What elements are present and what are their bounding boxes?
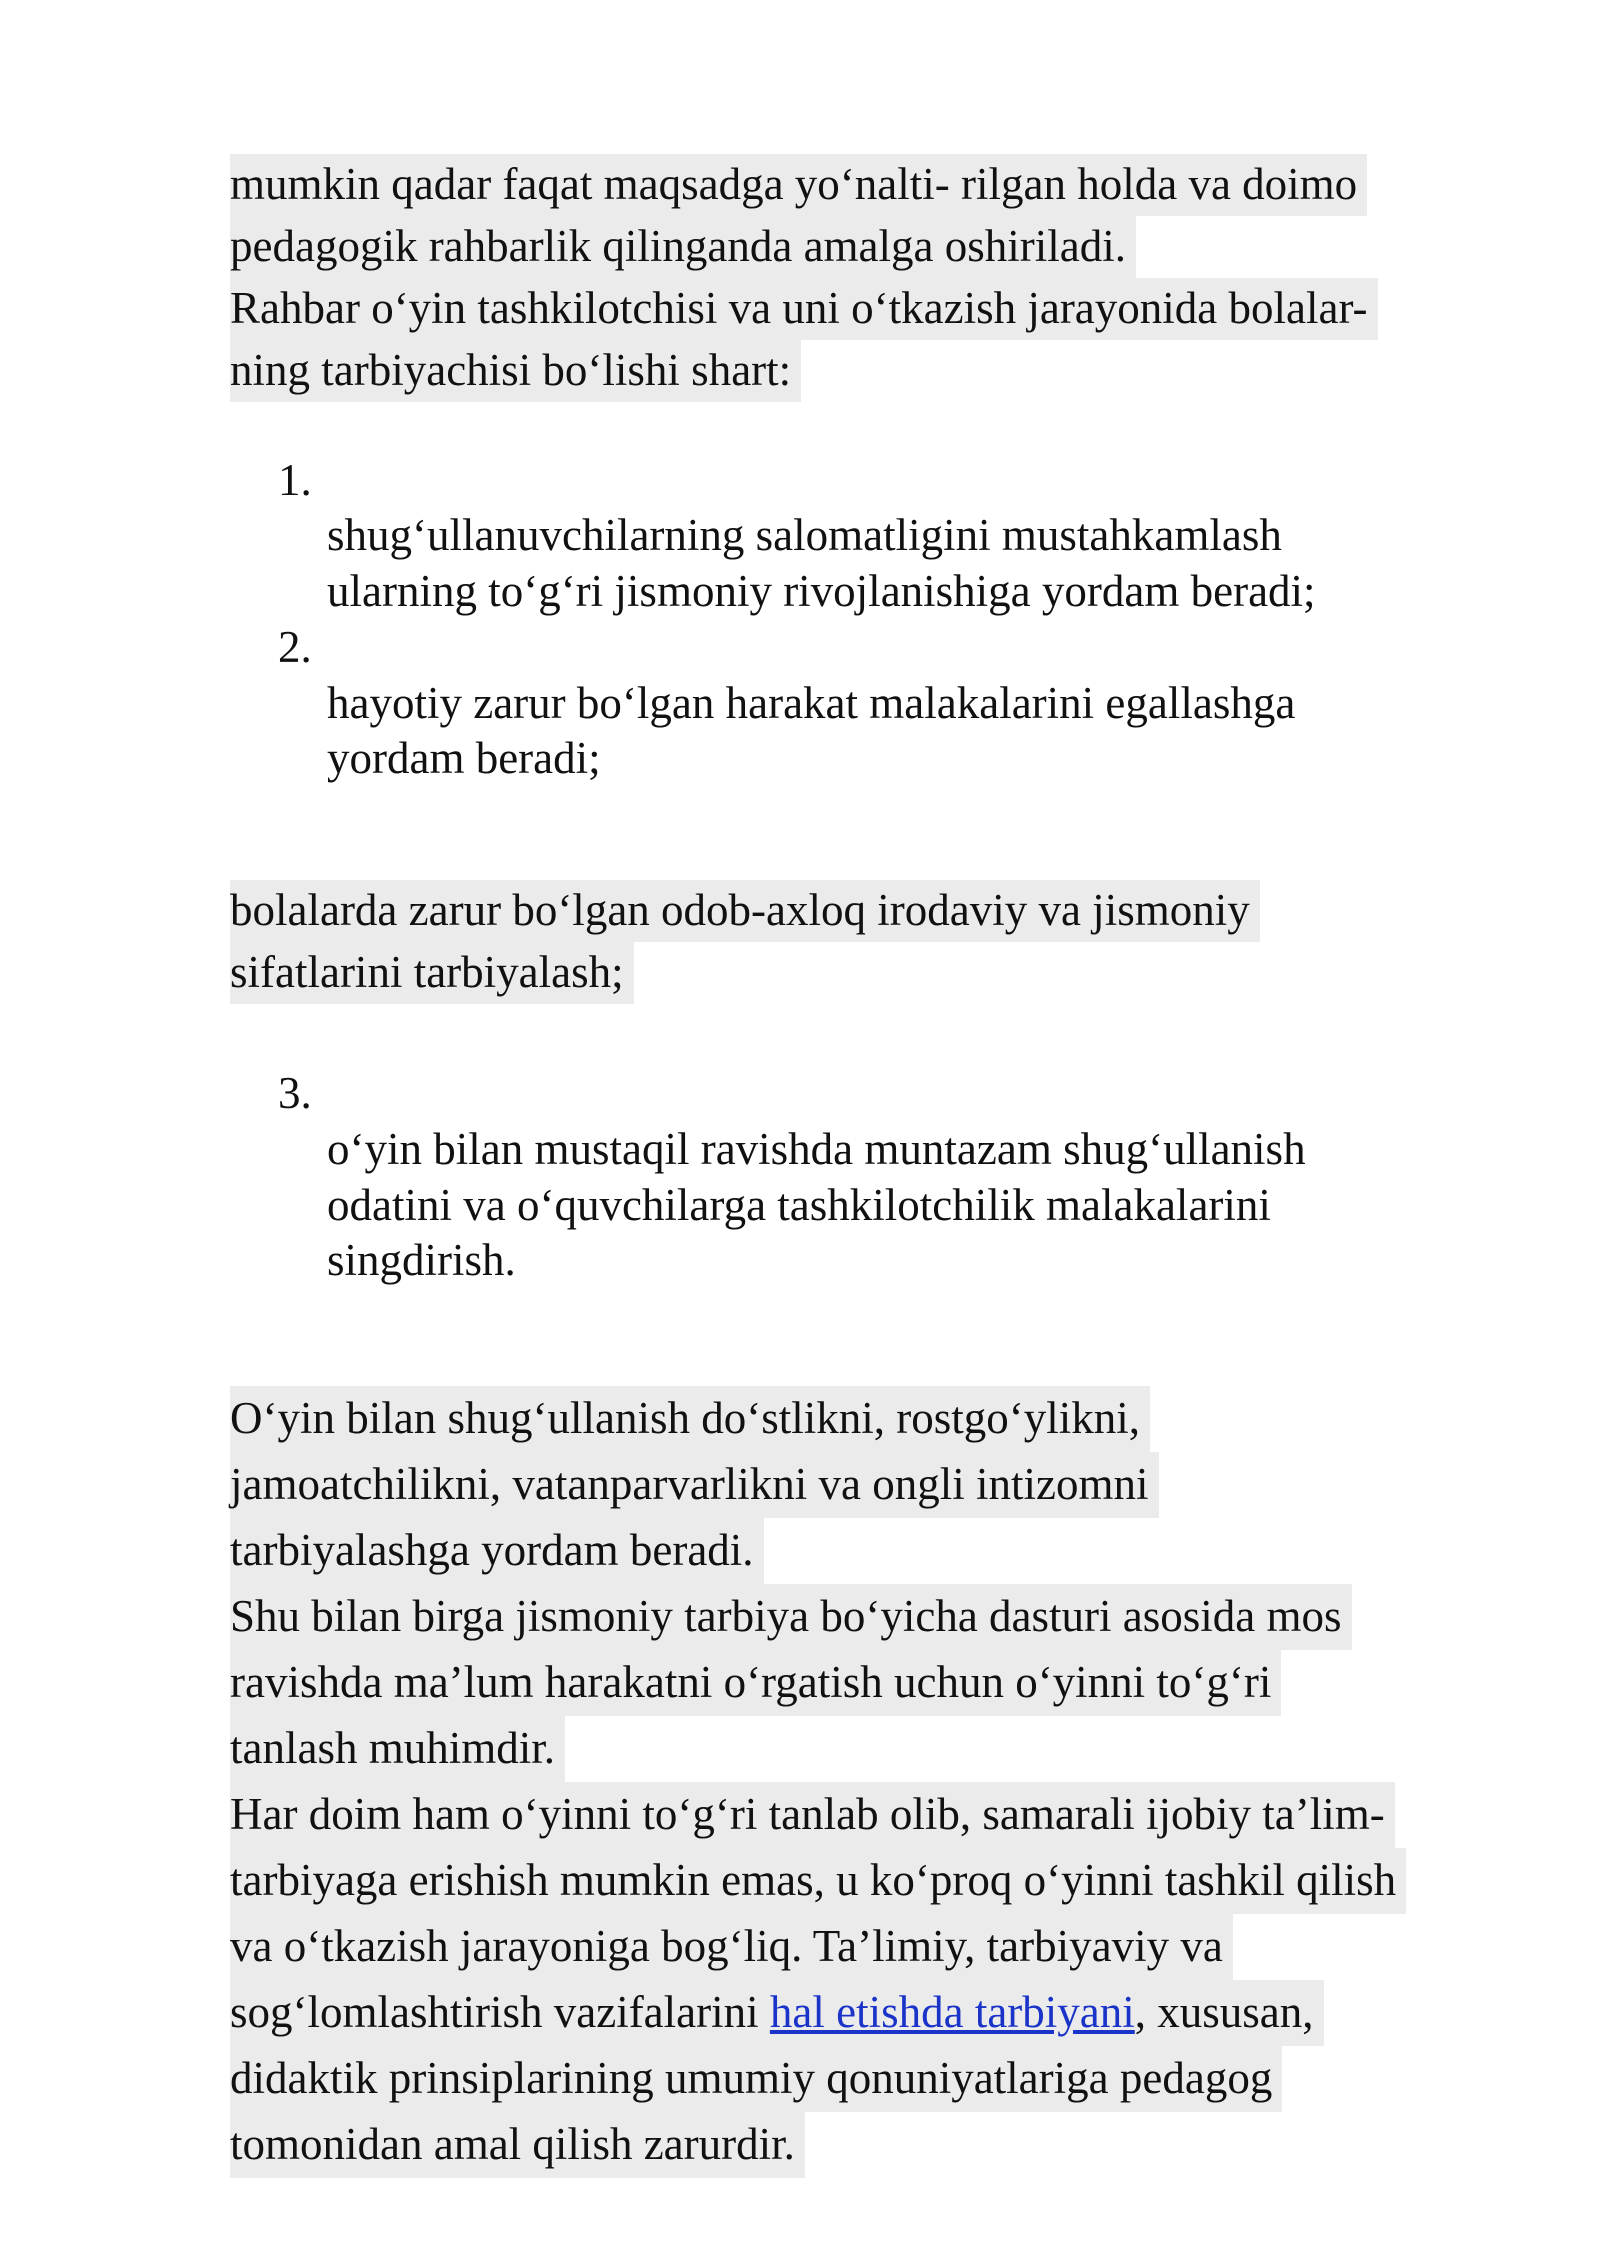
list-item-text: hayotiy zarur bo‘lgan harakat malakalarini egallashga — [327, 678, 1296, 728]
list-number: 3. — [278, 1068, 312, 1118]
list-item-text: shug‘ullanuvchilarning salomatligini mustahkamlash — [327, 510, 1282, 560]
text-line: ravishda ma’lum harakatni o‘rgatish uchun o‘yinni to‘g‘ri — [230, 1650, 1406, 1716]
text-line: O‘yin bilan shug‘ullanish do‘stlikni, rostgo‘ylikni, — [230, 1386, 1406, 1452]
list-item-text: singdirish. — [327, 1235, 516, 1285]
list-number: 2. — [278, 622, 312, 672]
text-line: sog‘lomlashtirish vazifalarini hal etishda tarbiyani, xususan, — [230, 1980, 1406, 2046]
text-line: tarbiyaga erishish mumkin emas, u ko‘proq o‘yinni tashkil qilish — [230, 1848, 1406, 1914]
text-line: Shu bilan birga jismoniy tarbiya bo‘yicha dasturi asosida mos — [230, 1584, 1406, 1650]
text-line: pedagogik rahbarlik qilinganda amalga oshiriladi. — [230, 216, 1378, 278]
text-line: Har doim ham o‘yinni to‘g‘ri tanlab olib, samarali ijobiy ta’lim- — [230, 1782, 1406, 1848]
list-item-text: yordam beradi; — [327, 733, 601, 783]
list-item-text: o‘yin bilan mustaqil ravishda muntazam shug‘ullanish — [327, 1124, 1306, 1174]
text-line: didaktik prinsiplarining umumiy qonuniyatlariga pedagog — [230, 2046, 1406, 2112]
text-line: jamoatchilikni, vatanparvarlikni va ongli intizomni — [230, 1452, 1406, 1518]
text-line: sifatlarini tarbiyalash; — [230, 942, 1260, 1004]
text-line: tomonidan amal qilish zarurdir. — [230, 2112, 1406, 2178]
list-number: 1. — [278, 455, 312, 505]
text-line: tanlash muhimdir. — [230, 1716, 1406, 1782]
text-line: bolalarda zarur bo‘lgan odob-axloq irodaviy va jismoniy — [230, 880, 1260, 942]
middle-paragraph — [230, 880, 1260, 1004]
closing-paragraph — [230, 1386, 1406, 2178]
text-line: ning tarbiyachisi bo‘lishi shart: — [230, 340, 1378, 402]
list-item-text: ularning to‘g‘ri jismoniy rivojlanishiga yordam beradi; — [327, 566, 1316, 616]
text-line: tarbiyalashga yordam beradi. — [230, 1518, 1406, 1584]
intro-paragraph — [230, 154, 1378, 402]
text-line: Rahbar o‘yin tashkilotchisi va uni o‘tkazish jarayonida bolalar- — [230, 278, 1378, 340]
text-line: mumkin qadar faqat maqsadga yo‘nalti- rilgan holda va doimo — [230, 154, 1378, 216]
text-line: va o‘tkazish jarayoniga bog‘liq. Ta’limiy, tarbiyaviy va — [230, 1914, 1406, 1980]
inline-link[interactable]: hal etishda tarbiyani — [769, 1987, 1135, 2037]
list-item-text: odatini va o‘quvchilarga tashkilotchilik malakalarini — [327, 1180, 1271, 1230]
